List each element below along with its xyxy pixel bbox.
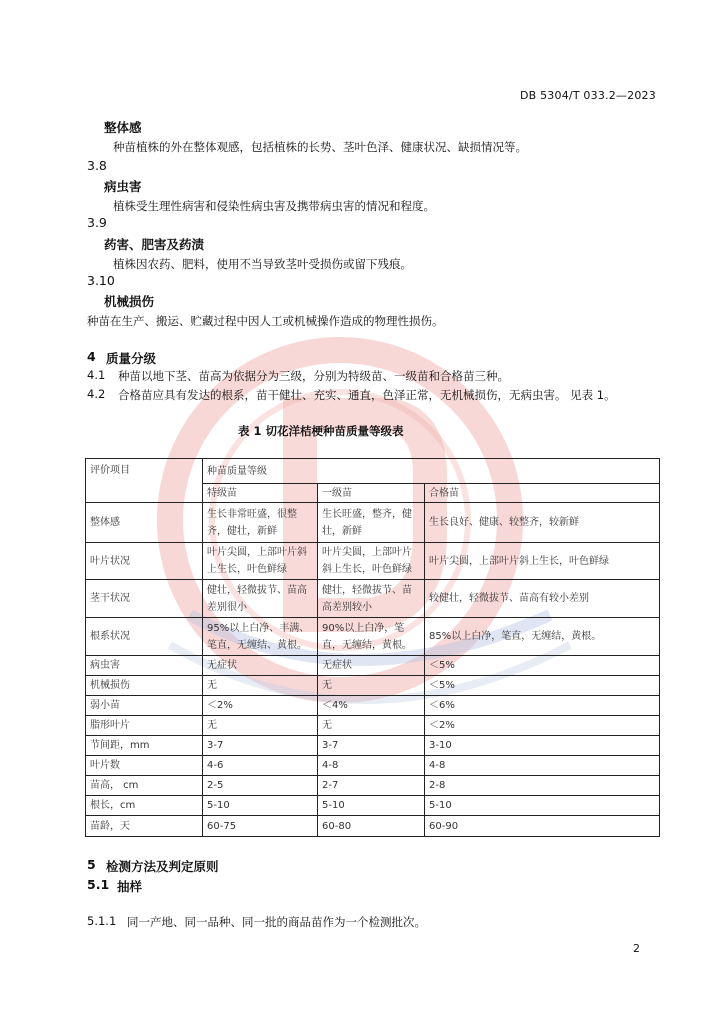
table-row: [86, 776, 660, 796]
clause-text: 同一产地、同一品种、同一批的商品苗作为一个检测批次。: [127, 915, 426, 929]
table-cell: 60-75: [203, 816, 318, 837]
table-cell: 85%以上白净，笔直，无缠结，黄根。: [425, 618, 660, 656]
term-title: 药害、肥害及药渍: [104, 237, 205, 252]
clause-number: 4.2: [87, 387, 106, 401]
table-row: [86, 716, 660, 736]
table-row: [86, 756, 660, 776]
table-row: [86, 696, 660, 716]
table-row: [86, 816, 660, 837]
table-cell: 叶片尖圆，上部叶片斜上生长，叶色鲜绿: [203, 543, 318, 580]
table-cell: 病虫害: [86, 656, 203, 676]
table-cell: 无: [318, 676, 425, 696]
header-cell: 合格苗: [425, 484, 660, 503]
table-cell: 生长良好、健康、较整齐，较新鲜: [425, 503, 660, 543]
table-cell: ＜2%: [425, 716, 660, 736]
section-title: 质量分级: [106, 351, 157, 366]
document-code: DB 5304/T 033.2—2023: [520, 89, 656, 102]
table-cell: 无: [203, 676, 318, 696]
section-number: 5: [87, 857, 96, 872]
quality-grade-table: [85, 458, 660, 837]
table-cell: 无症状: [203, 656, 318, 676]
table-cell: 叶片状况: [86, 543, 203, 580]
table-row: [86, 618, 660, 656]
table-cell: 健壮，轻微拔节、苗高差别较小: [318, 580, 425, 618]
clause-number: 3.9: [87, 215, 107, 230]
header-cell: 一级苗: [318, 484, 425, 503]
clause-number: 4.1: [87, 368, 106, 382]
subsection-number: 5.1: [87, 877, 110, 892]
table-cell: 2-5: [203, 776, 318, 796]
table-cell: 无症状: [318, 656, 425, 676]
table-row: [86, 676, 660, 696]
table-cell: 苗高， cm: [86, 776, 203, 796]
table-cell: 4-8: [318, 756, 425, 776]
table-row: [86, 580, 660, 618]
table-row: [86, 656, 660, 676]
term-definition: 植株因农药、肥料，使用不当导致茎叶受损伤或留下残痕。: [113, 257, 412, 271]
table-cell: 节间距，mm: [86, 736, 203, 756]
section-title: 检测方法及判定原则: [106, 859, 219, 874]
term-title: 病虫害: [104, 179, 142, 194]
table-cell: 苗龄，天: [86, 816, 203, 837]
table-cell: 60-90: [425, 816, 660, 837]
table-cell: 生长非常旺盛，很整齐，健壮，新鲜: [203, 503, 318, 543]
page-number: 2: [633, 942, 640, 955]
table-cell: 无: [203, 716, 318, 736]
table-cell: 5-10: [425, 796, 660, 816]
table-cell: 机械损伤: [86, 676, 203, 696]
table-cell: 5-10: [203, 796, 318, 816]
table-caption: 表 1 切花洋桔梗种苗质量等级表: [238, 424, 404, 438]
header-cell: 种苗质量等级: [203, 459, 660, 484]
subsection-title: 抽样: [117, 879, 143, 894]
table-cell: 60-80: [318, 816, 425, 837]
table-cell: ＜6%: [425, 696, 660, 716]
header-cell: 评价项目: [86, 459, 203, 503]
table-cell: 整体感: [86, 503, 203, 543]
table-cell: ＜5%: [425, 676, 660, 696]
table-cell: 2-7: [318, 776, 425, 796]
header-cell: 特级苗: [203, 484, 318, 503]
table-cell: 无: [318, 716, 425, 736]
clause-number: 5.1.1: [87, 914, 117, 928]
table-row: [86, 796, 660, 816]
table-cell: 4-6: [203, 756, 318, 776]
clause-number: 3.8: [87, 158, 107, 173]
table-cell: 95%以上白净、丰满、笔直，无缠结、黄根。: [203, 618, 318, 656]
table-cell: 3-10: [425, 736, 660, 756]
table-cell: 2-8: [425, 776, 660, 796]
table-cell: ＜5%: [425, 656, 660, 676]
term-title: 整体感: [104, 120, 142, 135]
table-cell: 叶片数: [86, 756, 203, 776]
table-cell: 生长旺盛，整齐，健壮，新鲜: [318, 503, 425, 543]
table-cell: 健壮，轻微拔节、苗高差别很小: [203, 580, 318, 618]
term-definition: 种苗在生产、搬运、贮藏过程中因人工或机械操作造成的物理性损伤。: [87, 314, 444, 328]
table-cell: 4-8: [425, 756, 660, 776]
table-cell: 叶片尖圆，上部叶片斜上生长，叶色鲜绿: [318, 543, 425, 580]
clause-text: 合格苗应具有发达的根系，苗干健壮、充实、通直，色泽正常，无机械损伤，无病虫害。 见表 1。: [118, 388, 616, 402]
table-cell: ＜2%: [203, 696, 318, 716]
table-cell: 弱小苗: [86, 696, 203, 716]
table-cell: 5-10: [318, 796, 425, 816]
table-cell: 3-7: [203, 736, 318, 756]
table-cell: 90%以上白净，笔直，无缠结，黄根。: [318, 618, 425, 656]
section-number: 4: [87, 349, 96, 364]
table-cell: 3-7: [318, 736, 425, 756]
table-cell: 根长，cm: [86, 796, 203, 816]
table-cell: 较健壮，轻微拔节、苗高有较小差别: [425, 580, 660, 618]
table-cell: 茎干状况: [86, 580, 203, 618]
clause-text: 种苗以地下茎、苗高为依据分为三级，分别为特级苗、一级苗和合格苗三种。: [118, 369, 509, 383]
term-title: 机械损伤: [104, 294, 155, 309]
table-row: [86, 503, 660, 543]
term-definition: 种苗植株的外在整体观感，包括植株的长势、茎叶色泽、健康状况、缺损情况等。: [113, 140, 527, 154]
term-definition: 植株受生理性病害和侵染性病虫害及携带病虫害的情况和程度。: [113, 199, 435, 213]
table-cell: 叶片尖圆，上部叶片斜上生长，叶色鲜绿: [425, 543, 660, 580]
table-header-row: [86, 459, 660, 484]
clause-number: 3.10: [87, 273, 115, 288]
table-cell: ＜4%: [318, 696, 425, 716]
table-cell: 根系状况: [86, 618, 203, 656]
table-row: [86, 736, 660, 756]
table-cell: 脂形叶片: [86, 716, 203, 736]
table-row: [86, 543, 660, 580]
